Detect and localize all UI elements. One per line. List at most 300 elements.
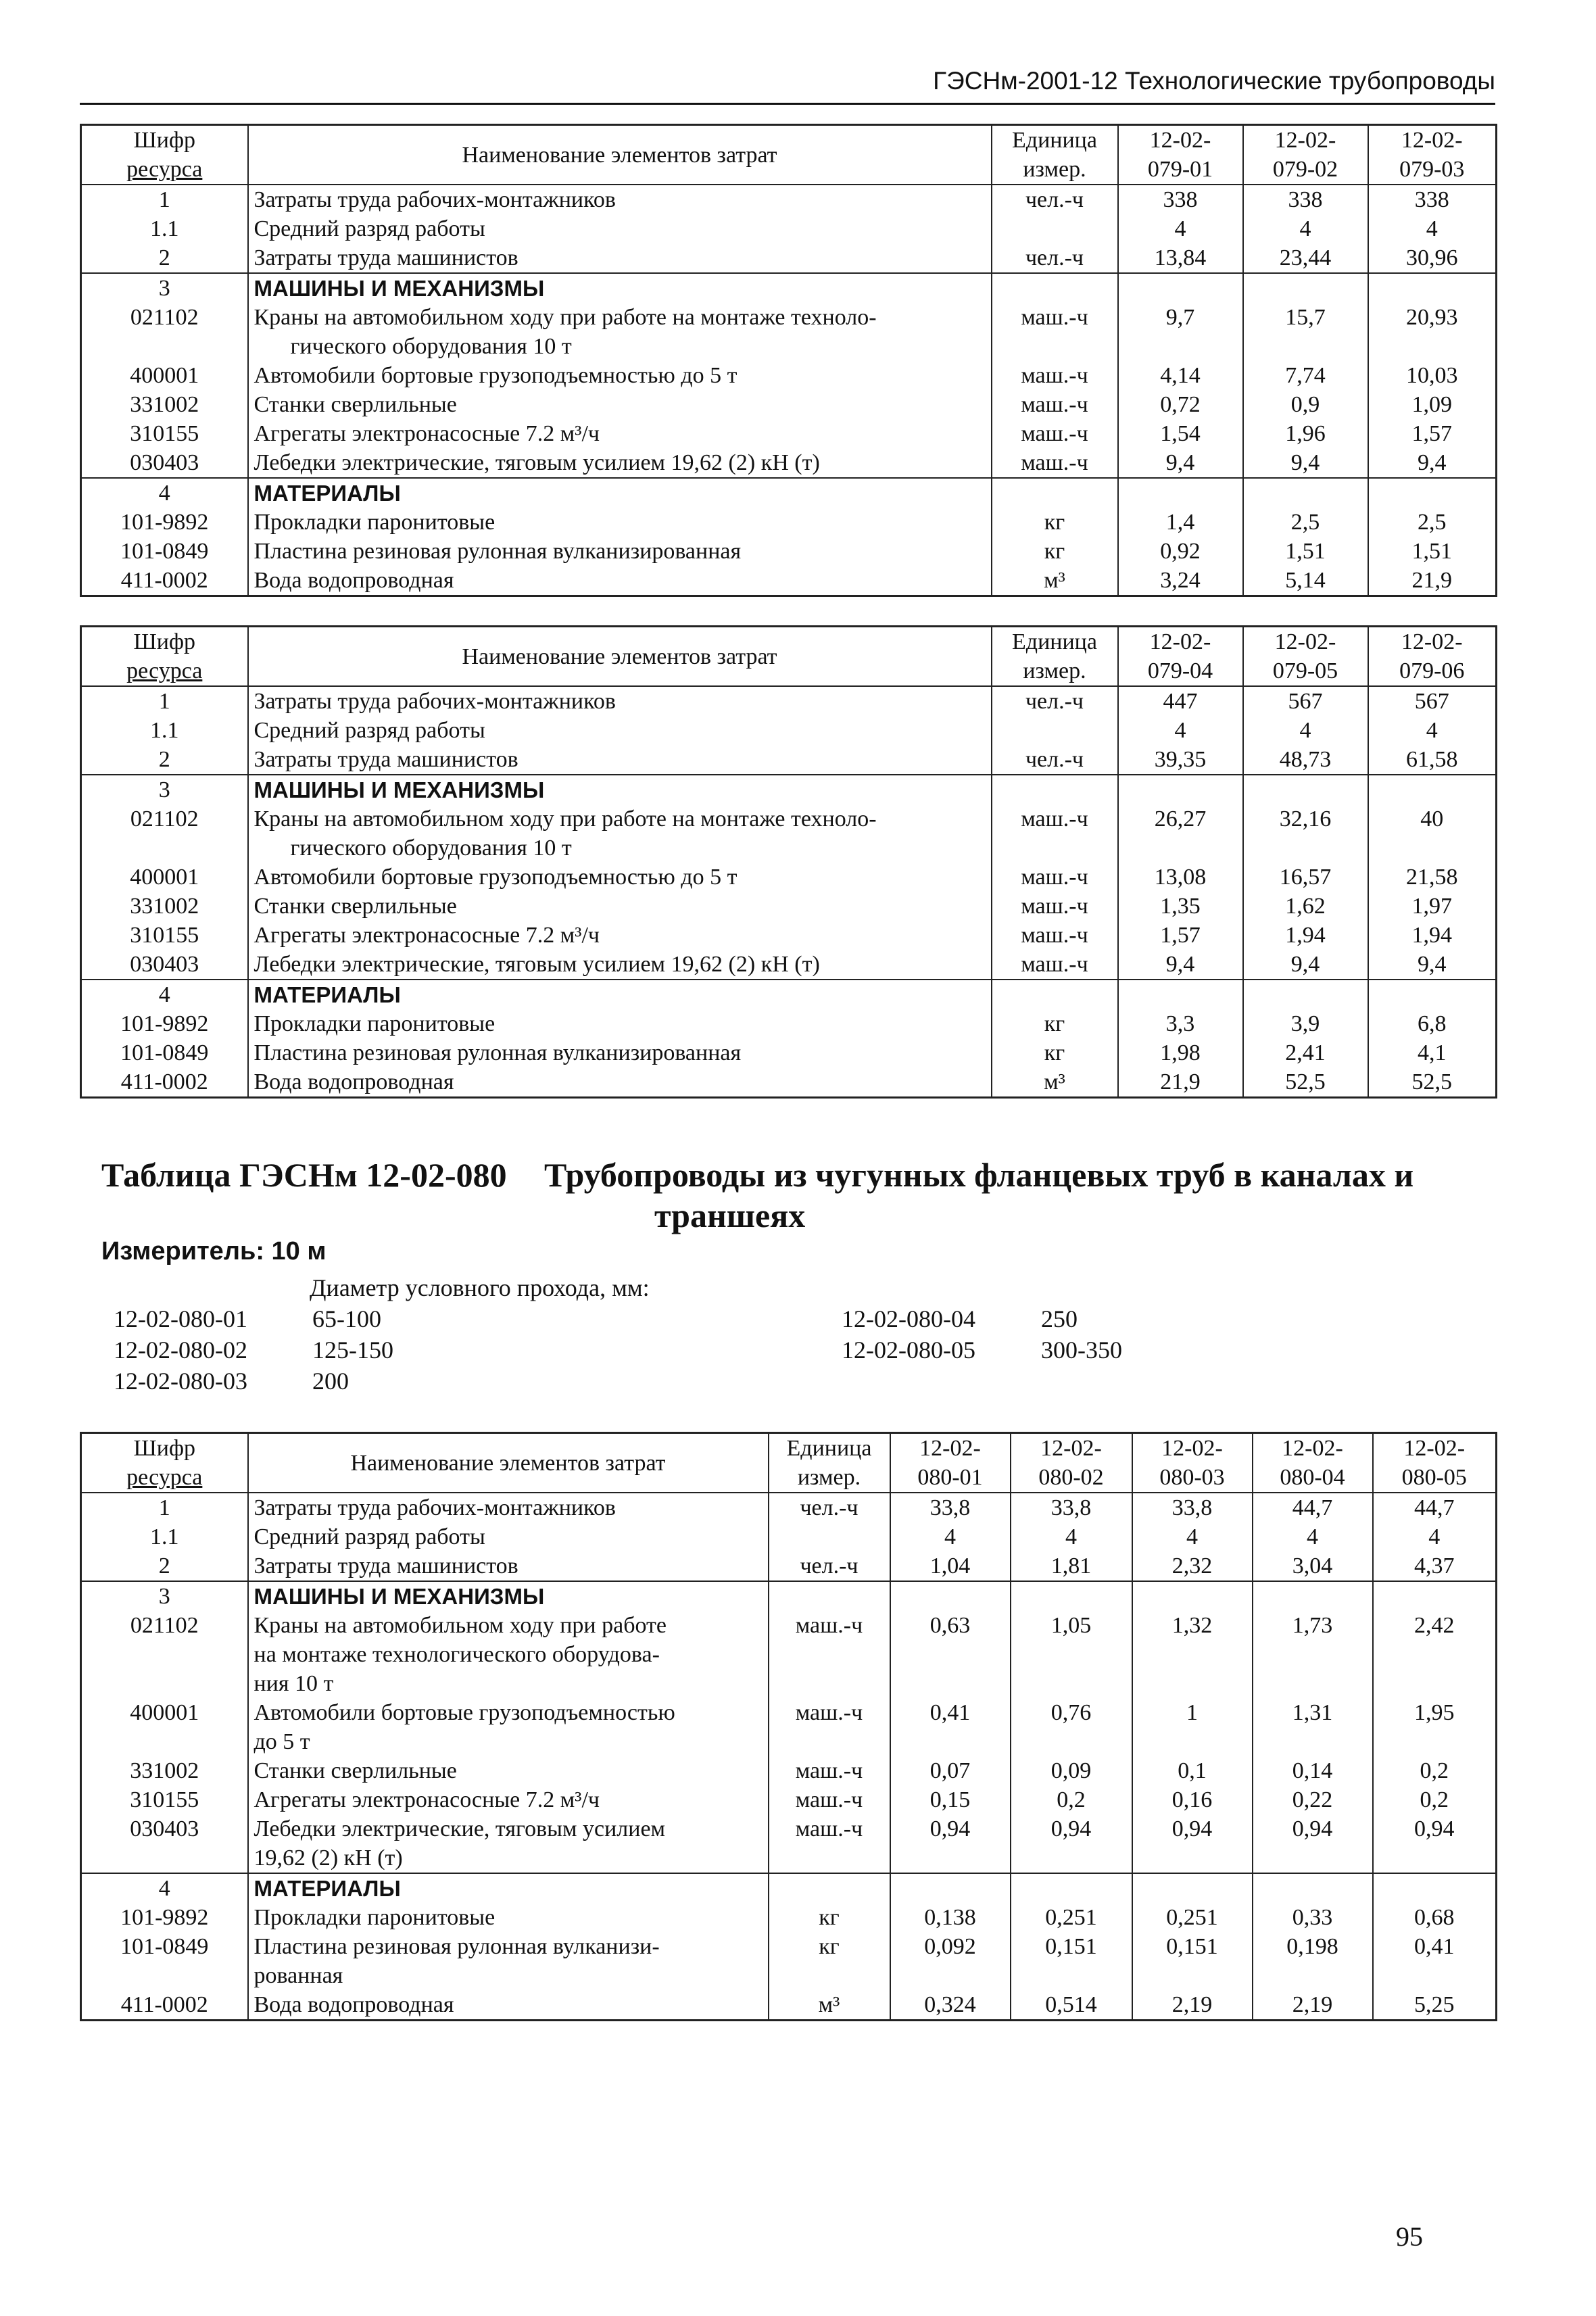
row-unit: м³	[992, 1067, 1118, 1098]
diameter-code: 12-02-080-04	[842, 1305, 975, 1332]
col-header-code-line: Шифр	[133, 1436, 196, 1461]
col-header-code-line: Шифр	[133, 629, 196, 654]
row-value: 0,9	[1243, 390, 1368, 419]
row-value: 0,15	[890, 1785, 1011, 1814]
row-code: 021102	[81, 1611, 248, 1698]
row-name: Агрегаты электронасосные 7.2 м³/ч	[248, 419, 992, 448]
row-value: 0,41	[890, 1698, 1011, 1756]
header-row	[81, 627, 1497, 687]
row-value: 0,94	[1373, 1814, 1497, 1873]
row-unit	[769, 1873, 890, 1903]
header-row	[81, 125, 1497, 185]
row-value	[1243, 273, 1368, 303]
row-unit: маш.-ч	[769, 1814, 890, 1873]
row-value: 2,32	[1132, 1551, 1253, 1581]
table-row	[81, 1038, 1497, 1067]
row-value: 0,198	[1253, 1932, 1373, 1990]
diameter-code: 12-02-080-02	[114, 1336, 247, 1364]
table-row	[81, 214, 1497, 243]
row-value: 0,94	[890, 1814, 1011, 1873]
row-name-line: гического оборудования 10 т	[290, 836, 572, 861]
cost-table-079-04-06	[80, 625, 1497, 1099]
col-header-unit-line: Единица	[1012, 128, 1097, 153]
row-value: 1,51	[1368, 537, 1497, 566]
col-header-resource-code-line: 12-02-	[1161, 1436, 1223, 1461]
table-row	[81, 419, 1497, 448]
row-value: 0,251	[1132, 1903, 1253, 1932]
table-title-line2: траншеях	[654, 1197, 806, 1234]
row-code: 030403	[81, 950, 248, 980]
row-value: 16,57	[1243, 863, 1368, 892]
row-name: Станки сверлильные	[248, 1756, 769, 1785]
row-value: 61,58	[1368, 745, 1497, 775]
row-unit	[769, 1581, 890, 1611]
row-code: 411-0002	[81, 566, 248, 596]
table-row	[81, 716, 1497, 745]
row-name: Средний разряд работы	[248, 214, 992, 243]
col-header-resource-code-line: 12-02-	[1401, 128, 1463, 153]
row-unit	[992, 478, 1118, 508]
row-name	[248, 1814, 769, 1873]
row-unit: кг	[769, 1903, 890, 1932]
row-value: 39,35	[1118, 745, 1243, 775]
row-value: 338	[1118, 185, 1243, 214]
row-unit	[992, 775, 1118, 804]
row-unit: кг	[992, 1038, 1118, 1067]
row-value: 2,5	[1368, 508, 1497, 537]
col-header-resource-code	[1253, 1433, 1373, 1493]
row-unit: кг	[992, 1009, 1118, 1038]
row-code: 021102	[81, 303, 248, 361]
row-code: 1	[81, 1493, 248, 1522]
row-value: 4	[1118, 716, 1243, 745]
col-header-resource-code-line: 080-03	[1159, 1465, 1225, 1490]
table-row	[81, 1990, 1497, 2021]
row-unit: кг	[769, 1932, 890, 1990]
col-header-resource-code	[1118, 125, 1243, 185]
row-value: 44,7	[1373, 1493, 1497, 1522]
row-value: 1,96	[1243, 419, 1368, 448]
row-value	[890, 1873, 1011, 1903]
row-value: 4,1	[1368, 1038, 1497, 1067]
row-code: 1	[81, 185, 248, 214]
row-value: 21,9	[1118, 1067, 1243, 1098]
row-name: Затраты труда рабочих-монтажников	[248, 686, 992, 716]
col-header-resource-code-line: 12-02-	[1040, 1436, 1102, 1461]
row-value	[1132, 1581, 1253, 1611]
col-header-unit-line: измер.	[797, 1465, 861, 1490]
row-value: 9,4	[1243, 950, 1368, 980]
col-header-resource-code-line: 079-03	[1399, 157, 1465, 182]
row-value: 4	[1132, 1522, 1253, 1551]
row-value: 0,07	[890, 1756, 1011, 1785]
row-unit	[769, 1522, 890, 1551]
table-row	[81, 804, 1497, 863]
row-code: 400001	[81, 1698, 248, 1756]
row-value: 4	[1253, 1522, 1373, 1551]
table-row	[81, 390, 1497, 419]
table-title-line1: Трубопроводы из чугунных фланцевых труб в каналах и	[544, 1156, 1414, 1194]
section-row	[81, 1873, 1497, 1903]
row-value: 9,4	[1368, 950, 1497, 980]
diameter-code: 12-02-080-03	[114, 1368, 247, 1395]
row-value: 33,8	[1011, 1493, 1132, 1522]
table-row	[81, 950, 1497, 980]
table-row	[81, 1756, 1497, 1785]
row-code: 3	[81, 273, 248, 303]
row-value: 30,96	[1368, 243, 1497, 273]
row-name-line: 19,62 (2) кН (т)	[253, 1845, 403, 1871]
row-name: Средний разряд работы	[248, 1522, 769, 1551]
row-value: 1,94	[1368, 921, 1497, 950]
row-code: 021102	[81, 804, 248, 863]
col-header-resource-code-line: 080-01	[917, 1465, 983, 1490]
row-unit: маш.-ч	[992, 390, 1118, 419]
row-value: 0,251	[1011, 1903, 1132, 1932]
row-unit: маш.-ч	[992, 921, 1118, 950]
page-header: ГЭСНм-2001-12 Технологические трубопроводы	[80, 62, 1495, 105]
row-value	[1132, 1873, 1253, 1903]
row-unit: маш.-ч	[992, 892, 1118, 921]
row-name-line: Автомобили бортовые грузоподъемностью	[253, 1700, 675, 1725]
row-value: 0,14	[1253, 1756, 1373, 1785]
table-row	[81, 686, 1497, 716]
row-unit: маш.-ч	[769, 1698, 890, 1756]
diameter-code: 12-02-080-05	[842, 1336, 975, 1364]
table-row	[81, 1814, 1497, 1873]
row-code: 1.1	[81, 1522, 248, 1551]
row-value	[1243, 980, 1368, 1009]
row-value: 2,5	[1243, 508, 1368, 537]
row-name: Прокладки паронитовые	[248, 1009, 992, 1038]
col-header-code-line: ресурса	[126, 658, 203, 683]
row-value: 0,151	[1011, 1932, 1132, 1990]
col-header-unit	[992, 125, 1118, 185]
row-name: Агрегаты электронасосные 7.2 м³/ч	[248, 1785, 769, 1814]
row-value: 1,4	[1118, 508, 1243, 537]
section-row	[81, 1581, 1497, 1611]
row-value: 1,95	[1373, 1698, 1497, 1756]
col-header-code-line: ресурса	[126, 1465, 203, 1490]
diameter-value: 300-350	[1041, 1336, 1122, 1364]
row-value: 9,4	[1118, 448, 1243, 478]
row-code: 101-9892	[81, 1903, 248, 1932]
row-value: 3,3	[1118, 1009, 1243, 1038]
col-header-resource-code-line: 12-02-	[1403, 1436, 1466, 1461]
row-value: 33,8	[890, 1493, 1011, 1522]
row-name: Лебедки электрические, тяговым усилием 19,62 (2) кН (т)	[248, 448, 992, 478]
row-value: 0,09	[1011, 1756, 1132, 1785]
row-code: 2	[81, 1551, 248, 1581]
col-header-code	[81, 125, 248, 185]
col-header-code	[81, 627, 248, 687]
row-unit: маш.-ч	[992, 804, 1118, 863]
col-header-resource-code-line: 12-02-	[1149, 629, 1211, 654]
table-row	[81, 745, 1497, 775]
row-value	[1368, 775, 1497, 804]
col-header-resource-code-line: 12-02-	[1401, 629, 1463, 654]
row-value	[1118, 478, 1243, 508]
row-value: 13,08	[1118, 863, 1243, 892]
col-header-resource-code-line: 079-05	[1272, 658, 1338, 683]
row-value: 1	[1132, 1698, 1253, 1756]
row-name: Вода водопроводная	[248, 566, 992, 596]
row-unit: маш.-ч	[992, 950, 1118, 980]
row-value: 3,04	[1253, 1551, 1373, 1581]
row-value: 0,41	[1373, 1932, 1497, 1990]
col-header-resource-code-line: 12-02-	[919, 1436, 981, 1461]
row-name: МАТЕРИАЛЫ	[248, 478, 992, 508]
col-header-resource-code	[1243, 627, 1368, 687]
row-name: Затраты труда рабочих-монтажников	[248, 185, 992, 214]
row-value: 4	[1368, 716, 1497, 745]
row-name: Станки сверлильные	[248, 390, 992, 419]
row-value: 4	[1118, 214, 1243, 243]
row-value: 9,7	[1118, 303, 1243, 361]
row-unit: м³	[992, 566, 1118, 596]
row-code: 400001	[81, 863, 248, 892]
table-row	[81, 1493, 1497, 1522]
row-value: 23,44	[1243, 243, 1368, 273]
row-name: Автомобили бортовые грузоподъемностью до 5 т	[248, 863, 992, 892]
row-code: 1	[81, 686, 248, 716]
table-row	[81, 1067, 1497, 1098]
row-code: 1.1	[81, 716, 248, 745]
row-value: 0,514	[1011, 1990, 1132, 2021]
row-unit: маш.-ч	[992, 419, 1118, 448]
row-code: 101-0849	[81, 1038, 248, 1067]
col-header-code-line: ресурса	[126, 157, 203, 182]
row-value	[1243, 478, 1368, 508]
row-value: 1,94	[1243, 921, 1368, 950]
row-value: 0,1	[1132, 1756, 1253, 1785]
row-value: 0,76	[1011, 1698, 1132, 1756]
row-code: 3	[81, 775, 248, 804]
row-code: 411-0002	[81, 1067, 248, 1098]
cost-table-079-01-03	[80, 124, 1497, 597]
row-unit: маш.-ч	[769, 1756, 890, 1785]
measure-unit: Измеритель: 10 м	[101, 1237, 327, 1265]
row-value	[1118, 273, 1243, 303]
row-code: 4	[81, 478, 248, 508]
row-name-line: на монтаже технологического оборудова-	[253, 1642, 660, 1667]
col-header-resource-code	[1011, 1433, 1132, 1493]
row-name: Пластина резиновая рулонная вулканизированная	[248, 537, 992, 566]
row-value: 21,58	[1368, 863, 1497, 892]
row-value	[1118, 980, 1243, 1009]
row-unit: маш.-ч	[769, 1611, 890, 1698]
col-header-resource-code-line: 080-05	[1401, 1465, 1467, 1490]
row-name: Вода водопроводная	[248, 1990, 769, 2021]
row-name: Автомобили бортовые грузоподъемностью до 5 т	[248, 361, 992, 390]
col-header-resource-code-line: 080-02	[1038, 1465, 1104, 1490]
row-value: 1,54	[1118, 419, 1243, 448]
row-value: 1,32	[1132, 1611, 1253, 1698]
col-header-unit	[992, 627, 1118, 687]
row-name: МАШИНЫ И МЕХАНИЗМЫ	[248, 775, 992, 804]
row-value: 1,05	[1011, 1611, 1132, 1698]
row-unit: маш.-ч	[992, 448, 1118, 478]
row-value: 1,09	[1368, 390, 1497, 419]
row-code: 2	[81, 745, 248, 775]
row-value: 0,94	[1011, 1814, 1132, 1873]
row-value: 21,9	[1368, 566, 1497, 596]
row-value: 26,27	[1118, 804, 1243, 863]
row-value	[1253, 1873, 1373, 1903]
row-value: 40	[1368, 804, 1497, 863]
row-value: 0,92	[1118, 537, 1243, 566]
row-value: 0,16	[1132, 1785, 1253, 1814]
col-header-code-line: Шифр	[133, 128, 196, 153]
row-unit: маш.-ч	[992, 303, 1118, 361]
row-value	[1368, 478, 1497, 508]
row-name: МАТЕРИАЛЫ	[248, 980, 992, 1009]
row-code: 2	[81, 243, 248, 273]
row-unit: маш.-ч	[992, 863, 1118, 892]
row-value: 10,03	[1368, 361, 1497, 390]
row-value: 0,63	[890, 1611, 1011, 1698]
row-value: 20,93	[1368, 303, 1497, 361]
row-value: 1,57	[1368, 419, 1497, 448]
table-row	[81, 243, 1497, 273]
row-name: МАШИНЫ И МЕХАНИЗМЫ	[248, 1581, 769, 1611]
row-name: Прокладки паронитовые	[248, 508, 992, 537]
row-code: 1.1	[81, 214, 248, 243]
row-value: 0,324	[890, 1990, 1011, 2021]
row-name	[248, 1611, 769, 1698]
table-row	[81, 303, 1497, 361]
row-code: 101-9892	[81, 1009, 248, 1038]
table-row	[81, 1522, 1497, 1551]
table-row	[81, 1551, 1497, 1581]
row-value: 2,41	[1243, 1038, 1368, 1067]
col-header-unit-line: Единица	[786, 1436, 872, 1461]
cost-table-080	[80, 1432, 1497, 2021]
row-value: 0,68	[1373, 1903, 1497, 1932]
row-name: Затраты труда машинистов	[248, 1551, 769, 1581]
row-name: Средний разряд работы	[248, 716, 992, 745]
row-value: 0,94	[1253, 1814, 1373, 1873]
header-row	[81, 1433, 1497, 1493]
table-row	[81, 448, 1497, 478]
row-name-line: Краны на автомобильном ходу при работе	[253, 1613, 667, 1638]
row-value	[1118, 775, 1243, 804]
row-unit: чел.-ч	[769, 1493, 890, 1522]
row-value: 3,9	[1243, 1009, 1368, 1038]
row-value: 0,33	[1253, 1903, 1373, 1932]
row-unit: чел.-ч	[992, 686, 1118, 716]
row-unit: кг	[992, 508, 1118, 537]
row-value	[890, 1581, 1011, 1611]
row-value: 5,25	[1373, 1990, 1497, 2021]
row-value: 1,62	[1243, 892, 1368, 921]
row-unit: кг	[992, 537, 1118, 566]
diameter-value: 200	[312, 1368, 349, 1395]
row-name-line: ния 10 т	[253, 1671, 334, 1696]
row-name-line: Пластина резиновая рулонная вулканизи-	[253, 1934, 660, 1959]
row-value: 0,72	[1118, 390, 1243, 419]
row-code: 411-0002	[81, 1990, 248, 2021]
col-header-resource-code-line: 080-04	[1280, 1465, 1345, 1490]
row-unit: чел.-ч	[992, 243, 1118, 273]
row-value: 447	[1118, 686, 1243, 716]
row-value: 52,5	[1368, 1067, 1497, 1098]
row-name: Вода водопроводная	[248, 1067, 992, 1098]
col-header-resource-code-line: 079-01	[1147, 157, 1213, 182]
diameter-title: Диаметр условного прохода, мм:	[310, 1274, 650, 1301]
row-value: 1,97	[1368, 892, 1497, 921]
row-value: 1,81	[1011, 1551, 1132, 1581]
row-value	[1368, 980, 1497, 1009]
row-unit	[992, 716, 1118, 745]
row-unit	[992, 273, 1118, 303]
row-value: 0,138	[890, 1903, 1011, 1932]
row-name: Затраты труда машинистов	[248, 745, 992, 775]
row-value: 0,092	[890, 1932, 1011, 1990]
table-row	[81, 537, 1497, 566]
row-value: 1,57	[1118, 921, 1243, 950]
col-header-resource-code-line: 12-02-	[1282, 1436, 1343, 1461]
row-value: 33,8	[1132, 1493, 1253, 1522]
row-value: 9,4	[1118, 950, 1243, 980]
col-header-resource-code	[890, 1433, 1011, 1493]
col-header-resource-code-line: 12-02-	[1274, 128, 1336, 153]
row-value: 52,5	[1243, 1067, 1368, 1098]
col-header-code	[81, 1433, 248, 1493]
col-header-resource-code-line: 079-02	[1272, 157, 1338, 182]
row-value	[1373, 1581, 1497, 1611]
row-value: 0,2	[1373, 1756, 1497, 1785]
table-title-label: Таблица ГЭСНм 12-02-080	[101, 1156, 507, 1194]
col-header-resource-code	[1118, 627, 1243, 687]
col-header-resource-code-line: 079-06	[1399, 658, 1465, 683]
table-row	[81, 1785, 1497, 1814]
row-value: 0,151	[1132, 1932, 1253, 1990]
row-value: 1,31	[1253, 1698, 1373, 1756]
row-unit	[992, 214, 1118, 243]
row-name	[248, 303, 992, 361]
row-value	[1373, 1873, 1497, 1903]
row-code: 310155	[81, 419, 248, 448]
col-header-name: Наименование элементов затрат	[248, 1433, 769, 1493]
row-name: Агрегаты электронасосные 7.2 м³/ч	[248, 921, 992, 950]
row-name: Станки сверлильные	[248, 892, 992, 921]
row-name	[248, 804, 992, 863]
row-code: 331002	[81, 390, 248, 419]
row-code: 4	[81, 980, 248, 1009]
row-name: Пластина резиновая рулонная вулканизированная	[248, 1038, 992, 1067]
col-header-resource-code-line: 12-02-	[1274, 629, 1336, 654]
row-value: 4	[1243, 716, 1368, 745]
table-row	[81, 1903, 1497, 1932]
row-code: 030403	[81, 1814, 248, 1873]
row-value: 0,94	[1132, 1814, 1253, 1873]
col-header-name: Наименование элементов затрат	[248, 627, 992, 687]
row-value: 3,24	[1118, 566, 1243, 596]
row-name: Прокладки паронитовые	[248, 1903, 769, 1932]
col-header-resource-code	[1243, 125, 1368, 185]
section-row	[81, 980, 1497, 1009]
section-row	[81, 478, 1497, 508]
row-value: 6,8	[1368, 1009, 1497, 1038]
col-header-unit-line: измер.	[1023, 157, 1086, 182]
row-value: 4	[1373, 1522, 1497, 1551]
row-name-line: гического оборудования 10 т	[290, 334, 572, 359]
table-row	[81, 566, 1497, 596]
row-value	[1011, 1873, 1132, 1903]
row-value: 1,98	[1118, 1038, 1243, 1067]
page-number: 95	[1396, 2221, 1423, 2252]
